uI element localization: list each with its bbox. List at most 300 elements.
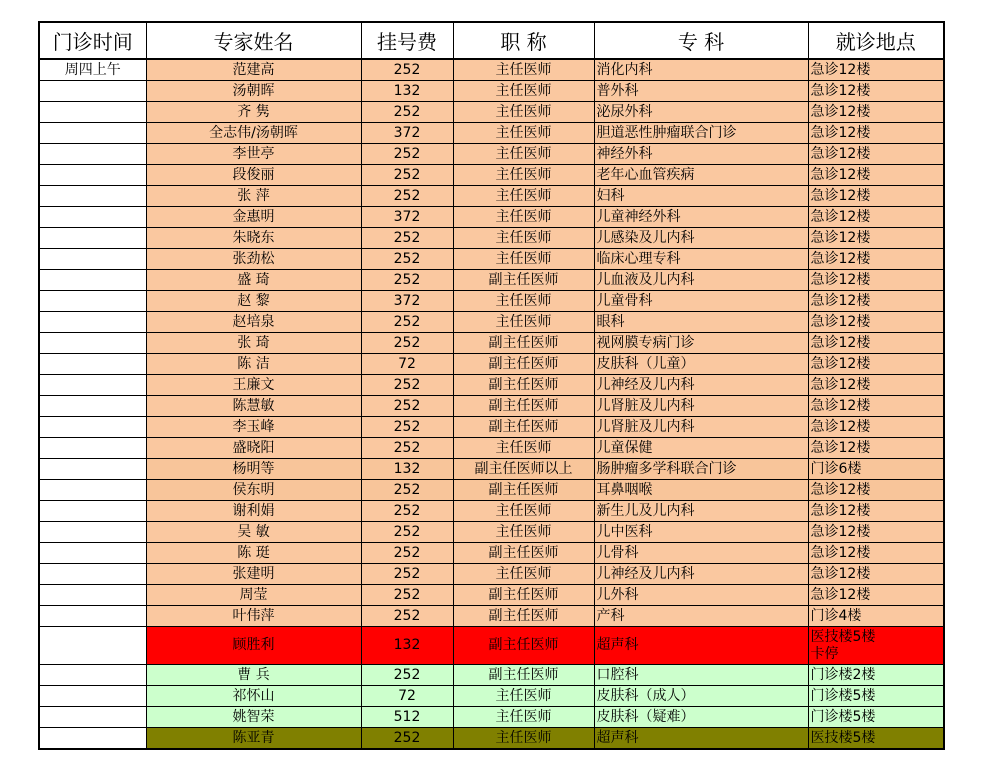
specialty-cell — [594, 396, 808, 417]
specialty-cell — [594, 102, 808, 123]
expert-name-cell-text: 陈 珽 — [237, 545, 270, 561]
title-cell — [453, 522, 594, 543]
time-cell — [39, 564, 146, 585]
expert-name-cell — [146, 123, 361, 144]
fee-cell-text: 252 — [393, 167, 421, 183]
table-row[interactable] — [39, 728, 944, 750]
location-cell-text: 急诊12楼 — [810, 230, 871, 246]
expert-name-cell-text: 范建高 — [232, 62, 275, 78]
fee-cell — [361, 81, 453, 102]
time-cell — [39, 123, 146, 144]
title-cell-text: 主任医师 — [495, 709, 552, 725]
location-cell — [808, 396, 944, 417]
table-row[interactable] — [39, 123, 944, 144]
title-cell — [453, 144, 594, 165]
table-row[interactable] — [39, 291, 944, 312]
table-row[interactable] — [39, 59, 944, 81]
title-cell-text: 副主任医师 — [488, 667, 559, 683]
time-cell — [39, 270, 146, 291]
specialty-cell — [594, 270, 808, 291]
expert-name-cell-text: 赵 黎 — [237, 293, 270, 309]
expert-name-cell — [146, 438, 361, 459]
location-cell-text: 急诊12楼 — [810, 83, 871, 99]
expert-name-cell — [146, 585, 361, 606]
location-cell — [808, 123, 944, 144]
expert-name-cell-text: 侯东明 — [232, 482, 275, 498]
fee-cell-text: 252 — [393, 398, 421, 414]
specialty-cell-text: 儿神经及儿内科 — [596, 377, 695, 393]
specialty-cell-text: 儿感染及儿内科 — [596, 230, 695, 246]
expert-name-cell — [146, 270, 361, 291]
expert-name-cell-text: 顾胜利 — [232, 637, 275, 653]
specialty-cell-text: 消化内科 — [596, 62, 653, 78]
table-row[interactable] — [39, 249, 944, 270]
fee-cell — [361, 728, 453, 750]
title-cell-text: 副主任医师 — [488, 272, 559, 288]
time-cell — [39, 417, 146, 438]
fee-cell-text: 252 — [393, 314, 421, 330]
expert-name-cell — [146, 81, 361, 102]
location-cell-text: 急诊12楼 — [810, 314, 871, 330]
location-cell-text: 急诊12楼 — [810, 587, 871, 603]
fee-cell-text: 372 — [393, 125, 421, 141]
table-row[interactable] — [39, 501, 944, 522]
fee-cell-text: 252 — [393, 440, 421, 456]
specialty-cell-text: 普外科 — [596, 83, 639, 99]
specialty-cell — [594, 543, 808, 564]
expert-name-cell — [146, 480, 361, 501]
location-cell — [808, 438, 944, 459]
fee-cell-text: 252 — [393, 524, 421, 540]
expert-name-cell-text: 陈 洁 — [237, 356, 270, 372]
title-cell-text: 主任医师 — [495, 230, 552, 246]
location-cell-text: 急诊12楼 — [810, 251, 871, 267]
fee-cell — [361, 686, 453, 707]
time-cell — [39, 396, 146, 417]
expert-name-cell-text: 盛 琦 — [237, 272, 270, 288]
expert-name-cell — [146, 501, 361, 522]
specialty-cell — [594, 480, 808, 501]
title-cell — [453, 543, 594, 564]
table-row[interactable] — [39, 186, 944, 207]
specialty-cell-text: 老年心血管疾病 — [596, 167, 695, 183]
specialty-cell — [594, 207, 808, 228]
expert-name-cell-text: 赵培泉 — [232, 314, 275, 330]
table-row[interactable] — [39, 228, 944, 249]
title-cell — [453, 165, 594, 186]
fee-cell-text: 252 — [393, 419, 421, 435]
location-cell — [808, 459, 944, 480]
table-row[interactable] — [39, 543, 944, 564]
specialty-cell — [594, 728, 808, 750]
title-cell — [453, 396, 594, 417]
location-cell-text: 急诊12楼 — [810, 398, 871, 414]
fee-cell — [361, 291, 453, 312]
expert-name-cell — [146, 144, 361, 165]
fee-cell — [361, 543, 453, 564]
location-cell-text: 急诊12楼 — [810, 503, 871, 519]
fee-cell — [361, 354, 453, 375]
expert-name-cell-text: 杨明等 — [232, 461, 275, 477]
expert-name-cell — [146, 354, 361, 375]
time-cell-text: 周四上午 — [64, 62, 121, 78]
specialty-cell — [594, 228, 808, 249]
title-cell — [453, 627, 594, 665]
title-cell — [453, 228, 594, 249]
title-cell-text: 副主任医师 — [488, 608, 559, 624]
title-cell — [453, 123, 594, 144]
specialty-cell-text: 儿骨科 — [596, 545, 639, 561]
expert-name-cell — [146, 686, 361, 707]
expert-name-cell — [146, 543, 361, 564]
location-cell-text: 急诊12楼 — [810, 524, 871, 540]
title-cell-text: 主任医师 — [495, 730, 552, 746]
expert-name-cell-text: 张劲松 — [232, 251, 275, 267]
time-cell — [39, 165, 146, 186]
time-cell — [39, 522, 146, 543]
specialty-cell-text: 儿血液及儿内科 — [596, 272, 695, 288]
location-cell — [808, 665, 944, 686]
fee-cell-text: 132 — [393, 461, 421, 477]
time-cell — [39, 665, 146, 686]
location-cell-text: 急诊12楼 — [810, 335, 871, 351]
location-note-text: 卡停 — [810, 645, 839, 662]
location-cell — [808, 291, 944, 312]
specialty-cell — [594, 707, 808, 728]
specialty-cell-text: 儿中医科 — [596, 524, 653, 540]
title-cell-text: 主任医师 — [495, 83, 552, 99]
location-cell — [808, 686, 944, 707]
location-cell — [808, 728, 944, 750]
fee-cell — [361, 333, 453, 354]
fee-cell-text: 252 — [393, 503, 421, 519]
fee-cell — [361, 665, 453, 686]
expert-name-cell-text: 谢利娟 — [232, 503, 275, 519]
time-cell — [39, 627, 146, 665]
expert-name-cell — [146, 396, 361, 417]
clinic-schedule-table — [38, 21, 945, 750]
expert-name-cell — [146, 228, 361, 249]
title-cell — [453, 707, 594, 728]
expert-name-cell — [146, 102, 361, 123]
expert-name-cell-text: 张建明 — [232, 566, 275, 582]
title-cell — [453, 417, 594, 438]
fee-cell — [361, 522, 453, 543]
fee-cell-text: 372 — [393, 293, 421, 309]
title-cell-text: 主任医师 — [495, 251, 552, 267]
location-cell — [808, 312, 944, 333]
specialty-cell-text: 儿童保健 — [596, 440, 653, 456]
location-cell-text: 急诊12楼 — [810, 419, 871, 435]
expert-name-cell — [146, 291, 361, 312]
title-cell-text: 副主任医师 — [488, 419, 559, 435]
title-cell — [453, 585, 594, 606]
location-cell-text: 急诊12楼 — [810, 188, 871, 204]
location-cell — [808, 585, 944, 606]
fee-cell-text: 252 — [393, 188, 421, 204]
specialty-cell-text: 口腔科 — [596, 667, 639, 683]
header-title: 职 称 — [453, 22, 594, 59]
location-cell — [808, 165, 944, 186]
location-cell-text: 急诊12楼 — [810, 545, 871, 561]
fee-cell-text: 252 — [393, 730, 421, 746]
specialty-cell-text: 儿外科 — [596, 587, 639, 603]
title-cell-text: 副主任医师 — [488, 335, 559, 351]
table-row[interactable] — [39, 585, 944, 606]
location-cell — [808, 627, 944, 665]
location-cell — [808, 501, 944, 522]
location-cell-text: 急诊12楼 — [810, 440, 871, 456]
location-cell — [808, 81, 944, 102]
table-row[interactable] — [39, 375, 944, 396]
expert-name-cell — [146, 459, 361, 480]
table-row[interactable] — [39, 686, 944, 707]
location-cell — [808, 543, 944, 564]
title-cell-text: 副主任医师 — [488, 587, 559, 603]
expert-name-cell — [146, 186, 361, 207]
schedule-body — [39, 59, 944, 749]
expert-name-cell-text: 姚智荣 — [232, 709, 275, 725]
table-row[interactable] — [39, 270, 944, 291]
table-row[interactable] — [39, 417, 944, 438]
title-cell — [453, 606, 594, 627]
expert-name-cell-text: 朱晓东 — [232, 230, 275, 246]
fee-cell — [361, 249, 453, 270]
location-cell — [808, 707, 944, 728]
location-cell-text: 门诊4楼 — [810, 608, 862, 624]
fee-cell-text: 252 — [393, 545, 421, 561]
specialty-cell-text: 儿肾脏及儿内科 — [596, 398, 695, 414]
fee-cell-text: 252 — [393, 272, 421, 288]
title-cell — [453, 186, 594, 207]
specialty-cell — [594, 438, 808, 459]
location-cell-text: 急诊12楼 — [810, 146, 871, 162]
specialty-cell — [594, 585, 808, 606]
fee-cell — [361, 606, 453, 627]
title-cell — [453, 665, 594, 686]
specialty-cell — [594, 354, 808, 375]
table-row[interactable] — [39, 165, 944, 186]
title-cell — [453, 459, 594, 480]
table-row[interactable] — [39, 564, 944, 585]
fee-cell — [361, 123, 453, 144]
expert-name-cell — [146, 564, 361, 585]
specialty-cell — [594, 81, 808, 102]
location-cell-text: 急诊12楼 — [810, 566, 871, 582]
location-cell-text: 医技楼5楼 — [810, 628, 876, 645]
title-cell-text: 主任医师 — [495, 524, 552, 540]
location-cell-text: 急诊12楼 — [810, 125, 871, 141]
expert-name-cell-text: 金惠明 — [232, 209, 275, 225]
expert-name-cell-text: 吴 敏 — [237, 524, 270, 540]
header-name: 专家姓名 — [146, 22, 361, 59]
time-cell — [39, 59, 146, 81]
fee-cell-text: 252 — [393, 146, 421, 162]
title-cell-text: 主任医师 — [495, 293, 552, 309]
title-cell-text: 主任医师 — [495, 503, 552, 519]
specialty-cell-text: 皮肤科（成人） — [596, 688, 695, 704]
table-row[interactable] — [39, 81, 944, 102]
table-row[interactable] — [39, 102, 944, 123]
fee-cell-text: 252 — [393, 251, 421, 267]
specialty-cell-text: 视网膜专病门诊 — [596, 335, 695, 351]
expert-name-cell-text: 周莹 — [239, 587, 268, 603]
location-cell — [808, 186, 944, 207]
expert-name-cell — [146, 333, 361, 354]
fee-cell — [361, 312, 453, 333]
time-cell — [39, 81, 146, 102]
time-cell — [39, 480, 146, 501]
fee-cell-text: 252 — [393, 608, 421, 624]
specialty-cell-text: 儿肾脏及儿内科 — [596, 419, 695, 435]
title-cell-text: 主任医师 — [495, 440, 552, 456]
time-cell — [39, 728, 146, 750]
location-cell-text: 门诊6楼 — [810, 461, 862, 477]
fee-cell-text: 72 — [398, 356, 416, 372]
header-row — [39, 22, 944, 59]
specialty-cell — [594, 501, 808, 522]
expert-name-cell — [146, 665, 361, 686]
table-row[interactable] — [39, 627, 944, 665]
specialty-cell-text: 超声科 — [596, 730, 639, 746]
fee-cell-text: 252 — [393, 587, 421, 603]
expert-name-cell — [146, 606, 361, 627]
specialty-cell — [594, 417, 808, 438]
location-cell-text: 急诊12楼 — [810, 104, 871, 120]
table-row[interactable] — [39, 459, 944, 480]
specialty-cell — [594, 627, 808, 665]
time-cell — [39, 459, 146, 480]
time-cell — [39, 438, 146, 459]
time-cell — [39, 333, 146, 354]
expert-name-cell — [146, 59, 361, 81]
table-row[interactable] — [39, 354, 944, 375]
table-row[interactable] — [39, 707, 944, 728]
title-cell — [453, 270, 594, 291]
time-cell — [39, 207, 146, 228]
specialty-cell-text: 胆道恶性肿瘤联合门诊 — [596, 125, 737, 141]
title-cell-text: 主任医师 — [495, 314, 552, 330]
title-cell — [453, 102, 594, 123]
time-cell — [39, 249, 146, 270]
title-cell-text: 副主任医师 — [488, 545, 559, 561]
expert-name-cell-text: 曹 兵 — [237, 667, 270, 683]
expert-name-cell-text: 祁怀山 — [232, 688, 275, 704]
specialty-cell — [594, 186, 808, 207]
specialty-cell-text: 儿童神经外科 — [596, 209, 681, 225]
title-cell — [453, 728, 594, 750]
header-fee: 挂号费 — [361, 22, 453, 59]
location-cell-text: 急诊12楼 — [810, 62, 871, 78]
specialty-cell — [594, 459, 808, 480]
title-cell — [453, 480, 594, 501]
location-cell — [808, 249, 944, 270]
fee-cell — [361, 459, 453, 480]
specialty-cell — [594, 165, 808, 186]
location-cell-text: 医技楼5楼 — [810, 730, 876, 746]
expert-name-cell-text: 盛晓阳 — [232, 440, 275, 456]
specialty-cell — [594, 59, 808, 81]
title-cell — [453, 564, 594, 585]
header-dept: 专 科 — [594, 22, 808, 59]
expert-name-cell — [146, 728, 361, 750]
title-cell — [453, 291, 594, 312]
fee-cell — [361, 627, 453, 665]
expert-name-cell — [146, 417, 361, 438]
location-cell — [808, 270, 944, 291]
table-row[interactable] — [39, 312, 944, 333]
fee-cell-text: 252 — [393, 667, 421, 683]
time-cell — [39, 228, 146, 249]
expert-name-cell-text: 王廉文 — [232, 377, 275, 393]
specialty-cell-text: 皮肤科（疑难） — [596, 709, 695, 725]
specialty-cell — [594, 606, 808, 627]
fee-cell — [361, 270, 453, 291]
expert-name-cell-text: 张 萍 — [237, 188, 270, 204]
location-cell — [808, 354, 944, 375]
time-cell — [39, 606, 146, 627]
title-cell — [453, 312, 594, 333]
fee-cell — [361, 417, 453, 438]
location-cell — [808, 102, 944, 123]
title-cell — [453, 81, 594, 102]
title-cell — [453, 501, 594, 522]
table-row[interactable] — [39, 207, 944, 228]
expert-name-cell — [146, 375, 361, 396]
title-cell-text: 主任医师 — [495, 146, 552, 162]
table-row[interactable] — [39, 606, 944, 627]
fee-cell-text: 372 — [393, 209, 421, 225]
title-cell — [453, 354, 594, 375]
table-row[interactable] — [39, 665, 944, 686]
expert-name-cell — [146, 165, 361, 186]
table-row[interactable] — [39, 438, 944, 459]
table-row[interactable] — [39, 144, 944, 165]
fee-cell — [361, 480, 453, 501]
title-cell-text: 主任医师 — [495, 62, 552, 78]
fee-cell-text: 252 — [393, 377, 421, 393]
fee-cell-text: 72 — [398, 688, 416, 704]
fee-cell-text: 252 — [393, 566, 421, 582]
specialty-cell — [594, 686, 808, 707]
expert-name-cell — [146, 207, 361, 228]
fee-cell-text: 252 — [393, 62, 421, 78]
fee-cell — [361, 438, 453, 459]
table-row[interactable] — [39, 333, 944, 354]
header-time: 门诊时间 — [39, 22, 146, 59]
fee-cell-text: 132 — [393, 83, 421, 99]
fee-cell — [361, 165, 453, 186]
fee-cell-text: 252 — [393, 482, 421, 498]
specialty-cell — [594, 564, 808, 585]
fee-cell — [361, 375, 453, 396]
table-row[interactable] — [39, 480, 944, 501]
specialty-cell-text: 儿神经及儿内科 — [596, 566, 695, 582]
specialty-cell — [594, 665, 808, 686]
time-cell — [39, 585, 146, 606]
header-location: 就诊地点 — [808, 22, 944, 59]
specialty-cell-text: 新生儿及儿内科 — [596, 503, 695, 519]
specialty-cell-text: 儿童骨科 — [596, 293, 653, 309]
title-cell — [453, 375, 594, 396]
table-row[interactable] — [39, 396, 944, 417]
title-cell-text: 主任医师 — [495, 104, 552, 120]
table-row[interactable] — [39, 522, 944, 543]
location-cell-text: 急诊12楼 — [810, 293, 871, 309]
fee-cell — [361, 396, 453, 417]
specialty-cell-text: 妇科 — [596, 188, 625, 204]
expert-name-cell — [146, 522, 361, 543]
